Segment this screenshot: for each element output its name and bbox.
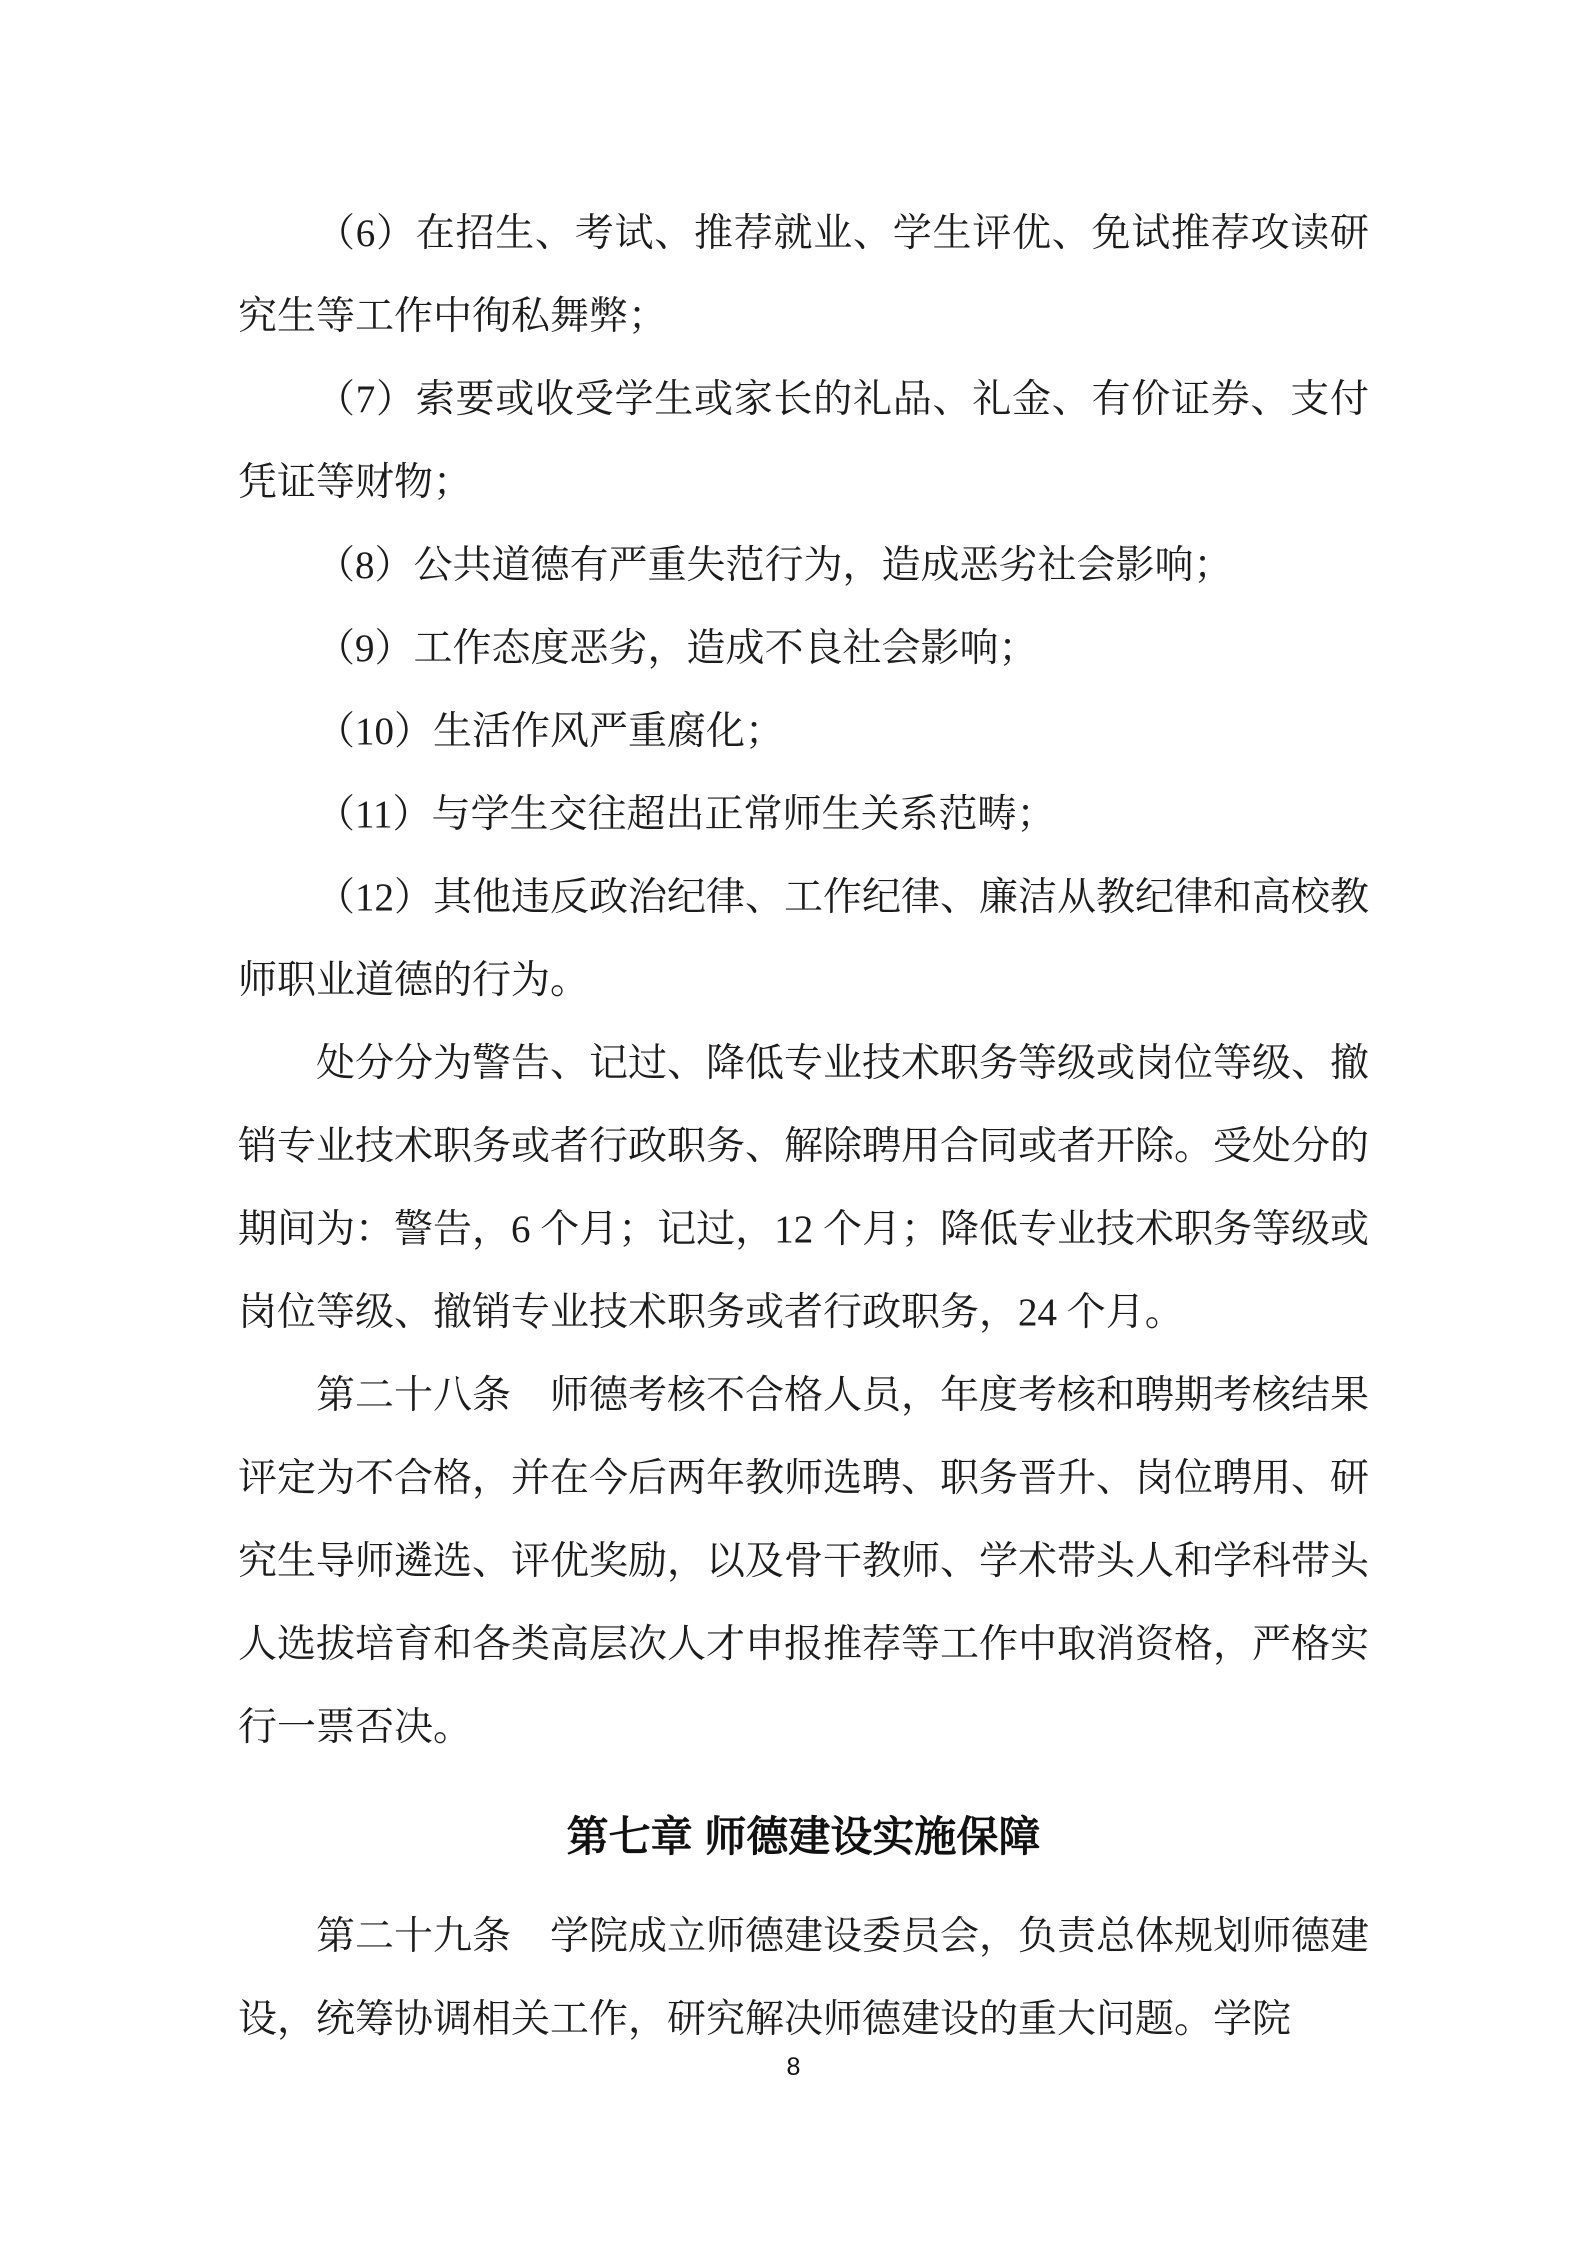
paragraph: （8）公共道德有严重失范行为，造成恶劣社会影响； xyxy=(316,544,1233,587)
chapter-heading: 第七章 师德建设实施保障 xyxy=(566,1813,1041,1860)
page-number: 8 xyxy=(786,2053,801,2081)
paragraph: （6）在招生、考试、推荐就业、学生评优、免试推荐攻读研究生等工作中徇私舞弊； xyxy=(238,212,1369,338)
paragraph: （10）生活作风严重腐化； xyxy=(316,710,785,753)
paragraph: 第二十九条 学院成立师德建设委员会，负责总体规划师德建设，统筹协调相关工作，研究解决师德建设的重大问题。学院 xyxy=(238,1915,1370,2041)
text-body xyxy=(238,192,1369,2061)
paragraph: 第二十八条 师德考核不合格人员，年度考核和聘期考核结果评定为不合格，并在今后两年教师选聘、职务晋升、岗位聘用、研究生导师遴选、评优奖励，以及骨干教师、学术带头人和学科带头人选拔培育和各类高层次人才申报推荐等工作中取消资格，严格实行一票否决。 xyxy=(238,1374,1370,1749)
paragraph: （12）其他违反政治纪律、工作纪律、廉洁从教纪律和高校教师职业道德的行为。 xyxy=(238,876,1370,1002)
paragraph: （9）工作态度恶劣，造成不良社会影响； xyxy=(316,627,1038,670)
paragraph: （7）索要或收受学生或家长的礼品、礼金、有价证券、支付凭证等财物； xyxy=(238,378,1369,504)
paragraph: （11）与学生交往超出正常师生关系范畴； xyxy=(316,793,1056,836)
paragraph: 处分分为警告、记过、降低专业技术职务等级或岗位等级、撤销专业技术职务或者行政职务、解除聘用合同或者开除。受处分的期间为：警告，6 个月；记过，12 个月；降低专业技术职务等级或岗位等级、撤销专业技术职务或者行政职务，24 个月。 xyxy=(238,1042,1370,1334)
